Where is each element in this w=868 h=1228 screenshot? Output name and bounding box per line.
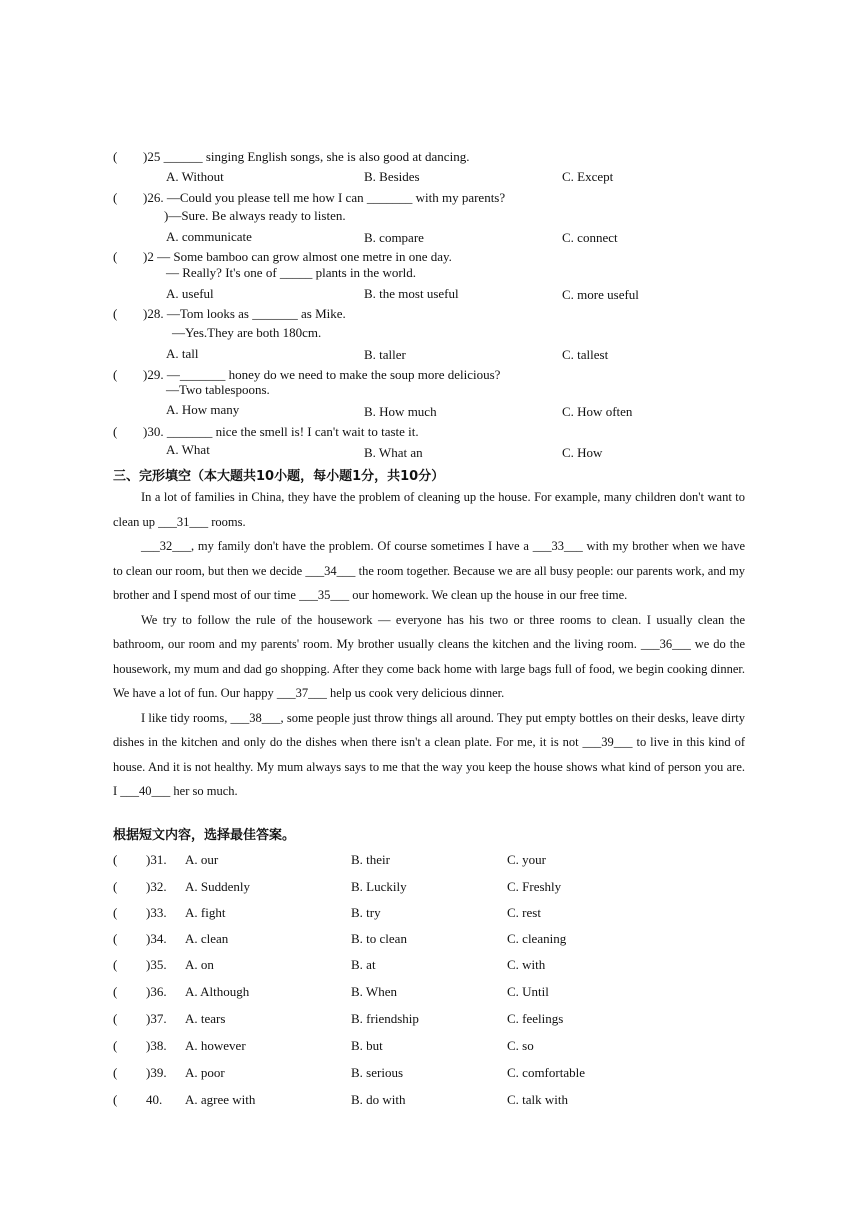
option-a: A. communicate (166, 229, 252, 244)
answer-bracket: ( (113, 306, 118, 321)
option-b: B. Luckily (351, 879, 407, 894)
answer-bracket: ( (113, 879, 118, 894)
question-number: )2 (143, 249, 154, 264)
option-b: B. friendship (351, 1011, 419, 1026)
question-27 (113, 249, 452, 265)
option-c: C. talk with (507, 1092, 569, 1107)
option-a: A. tears (185, 1011, 226, 1026)
question-stem: —Could you please tell me how I can _______ with my parents? (166, 190, 506, 205)
question-number: )32. (146, 879, 167, 894)
option-b: B. but (351, 1038, 383, 1053)
passage-paragraph: I like tidy rooms, ___38___, some people just throw things all around. They put empty bottles on their desks, leave dirty dishes in the kitchen and only do the dishes when there isn't a clean plate. For me, it is not ___39___ to live in this kind of house. And it is not healthy. My mum always says to me that the way you keep the house shows what kind of person you are. I ___40___ her so much. (113, 710, 745, 798)
answer-bracket: ( (113, 957, 118, 972)
option-b: B. try (351, 905, 381, 920)
answer-bracket: ( (113, 931, 118, 946)
option-c: C. tallest (562, 347, 609, 362)
option-a: A. tall (166, 346, 199, 361)
answer-bracket: ( (113, 424, 118, 439)
question-number: )31. (146, 852, 167, 867)
option-a: A. clean (185, 931, 229, 946)
question-28 (113, 306, 346, 322)
question-number: )25 (143, 149, 161, 164)
option-a: A. agree with (185, 1092, 256, 1107)
answer-bracket: ( (113, 905, 118, 920)
option-c: C. connect (562, 230, 618, 245)
option-c: C. Freshly (507, 879, 562, 894)
question-number: )28. (143, 306, 164, 321)
answer-bracket: ( (113, 249, 118, 264)
option-a: A. our (185, 852, 219, 867)
answer-bracket: ( (113, 852, 118, 867)
answer-bracket: ( (113, 190, 118, 205)
question-stem-reply: — Really? It's one of _____ plants in the world. (166, 265, 417, 280)
option-c: C. Except (562, 169, 614, 184)
option-c: C. more useful (562, 287, 639, 302)
option-a: A. poor (185, 1065, 225, 1080)
question-number: )29. (143, 367, 164, 382)
passage-paragraph: ___32___, my family don't have the problem. Of course sometimes I have a ___33___ with my brother when we have to clean our room, but then we decide ___34___ the room together. Because we are all busy people: our parents work, and my brother and I spend most of our time ___35___ our homework. We clean up the house in our free time. (113, 539, 745, 602)
question-number: )39. (146, 1065, 167, 1080)
option-a: A. How many (166, 402, 240, 417)
option-b: B. Besides (364, 169, 420, 184)
option-c: C. Until (507, 984, 549, 999)
question-number: 40. (146, 1092, 163, 1107)
question-number: )38. (146, 1038, 167, 1053)
question-number: )34. (146, 931, 167, 946)
question-stem: —Tom looks as _______ as Mike. (166, 306, 346, 321)
question-stem: — Some bamboo can grow almost one metre in one day. (157, 249, 452, 264)
answer-bracket: ( (113, 1065, 118, 1080)
question-stem: _______ nice the smell is! I can't wait to taste it. (166, 424, 419, 439)
cloze-instruction: 根据短文内容，选择最佳答案。 (113, 828, 296, 843)
option-b: B. What an (364, 445, 423, 460)
question-30 (113, 424, 419, 440)
answer-bracket: ( (113, 1038, 118, 1053)
passage-paragraph: In a lot of families in China, they have the problem of cleaning up the house. For example, many children don't want to clean up ___31___ rooms. (113, 490, 745, 529)
option-b: B. How much (364, 404, 437, 419)
option-c: C. How often (562, 404, 633, 419)
option-c: C. feelings (507, 1011, 564, 1026)
option-c: C. your (507, 852, 546, 867)
answer-bracket: ( (113, 367, 118, 382)
question-stem-reply: —Yes.They are both 180cm. (172, 325, 322, 340)
question-number: )37. (146, 1011, 167, 1026)
option-a: A. Suddenly (185, 879, 250, 894)
option-c: C. rest (507, 905, 541, 920)
question-29 (113, 367, 500, 383)
option-c: C. with (507, 957, 546, 972)
option-a: A. fight (185, 905, 226, 920)
question-stem-reply: )—Sure. Be always ready to listen. (164, 208, 346, 223)
section-title: 三、完形填空（本大题共10小题，每小题1分，共10分） (113, 469, 445, 484)
question-number: )33. (146, 905, 167, 920)
question-number: )26. (143, 190, 164, 205)
answer-bracket: ( (113, 1011, 118, 1026)
option-a: A. Without (166, 169, 224, 184)
answer-bracket: ( (113, 149, 118, 164)
option-c: C. so (507, 1038, 534, 1053)
question-25 (113, 149, 469, 165)
question-number: )30. (143, 424, 164, 439)
option-b: B. the most useful (364, 286, 459, 301)
option-c: C. How (562, 445, 603, 460)
option-b: B. taller (364, 347, 406, 362)
question-number: )35. (146, 957, 167, 972)
option-b: B. serious (351, 1065, 403, 1080)
option-b: B. compare (364, 230, 424, 245)
option-b: B. do with (351, 1092, 406, 1107)
option-a: A. Although (185, 984, 250, 999)
question-stem: ______ singing English songs, she is also good at dancing. (163, 149, 470, 164)
question-26 (113, 190, 505, 206)
option-a: A. useful (166, 286, 214, 301)
option-b: B. to clean (351, 931, 407, 946)
question-number: )36. (146, 984, 167, 999)
option-a: A. on (185, 957, 214, 972)
option-b: B. at (351, 957, 376, 972)
answer-bracket: ( (113, 1092, 118, 1107)
option-b: B. When (351, 984, 397, 999)
question-stem-reply: —Two tablespoons. (166, 382, 270, 397)
answer-bracket: ( (113, 984, 118, 999)
option-b: B. their (351, 852, 390, 867)
option-c: C. comfortable (507, 1065, 585, 1080)
question-stem: —_______ honey do we need to make the soup more delicious? (166, 367, 501, 382)
option-c: C. cleaning (507, 931, 567, 946)
option-a: A. What (166, 442, 210, 457)
cloze-passage (113, 485, 745, 804)
passage-paragraph: We try to follow the rule of the housework — everyone has his two or three rooms to clean. I usually clean the bathroom, our room and my parents' room. My brother usually cleans the kitchen and the living room. ___36___ we do the housework, my mum and dad go shopping. After they come back home with large bags full of food, we begin cooking dinner. We have a lot of fun. Our happy ___37___ help us cook very delicious dinner. (113, 612, 745, 700)
option-a: A. however (185, 1038, 246, 1053)
